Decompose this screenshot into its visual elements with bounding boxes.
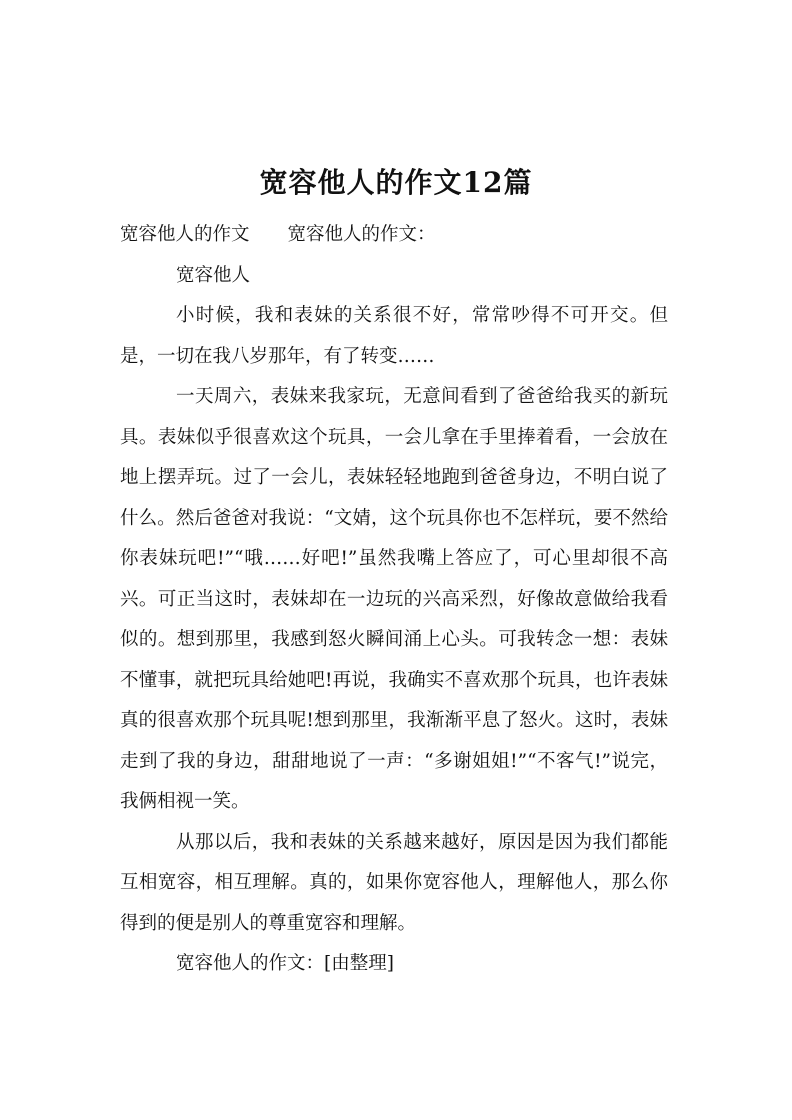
paragraph-1: 小时候，我和表妹的关系很不好，常常吵得不可开交。但是，一切在我八岁那年，有了转变…… — [120, 305, 668, 367]
intro-line — [120, 215, 668, 256]
intro-label: 宽容他人的作文 — [120, 224, 250, 245]
footer-line: 宽容他人的作文：[由整理] — [176, 953, 394, 974]
document-body — [120, 215, 668, 985]
paragraph-3: 从那以后，我和表妹的关系越来越好，原因是因为我们都能互相宽容，相互理解。真的，如果你宽容他人，理解他人，那么你得到的便是别人的尊重宽容和理解。 — [120, 831, 668, 934]
essay-subtitle: 宽容他人 — [176, 264, 251, 286]
document-title: 宽容他人的作文12篇 — [259, 165, 533, 199]
paragraph-2: 一天周六，表妹来我家玩，无意间看到了爸爸给我买的新玩具。表妹似乎很喜欢这个玩具，一会儿拿在手里捧着看，一会放在地上摆弄玩。过了一会儿，表妹轻轻地跑到爸爸身边，不明白说了什么。然后爸爸对我说：“文婧，这个玩具你也不怎样玩，要不然给你表妹玩吧!”“哦……好吧!”虽然我嘴上答应了，可心里却很不高兴。可正当这时，表妹却在一边玩的兴高采烈，好像故意做给我看似的。想到那里，我感到怒火瞬间涌上心头。可我转念一想：表妹不懂事，就把玩具给她吧!再说，我确实不喜欢那个玩具，也许表妹真的很喜欢那个玩具呢!想到那里，我渐渐平息了怒火。这时，表妹走到了我的身边，甜甜地说了一声：“多谢姐姐!”“不客气!”说完，我俩相视一笑。 — [120, 386, 668, 812]
intro-text: 宽容他人的作文： — [287, 224, 436, 245]
